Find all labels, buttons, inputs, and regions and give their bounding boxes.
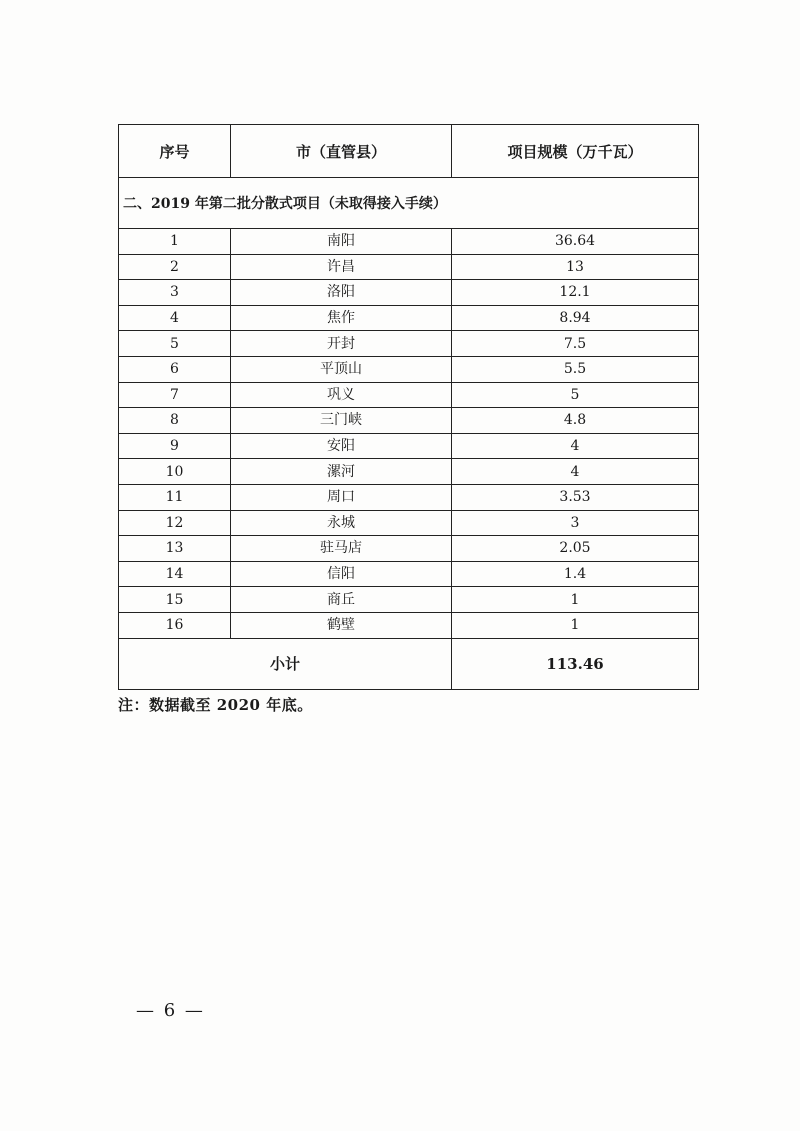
table-row	[119, 510, 699, 536]
table-row	[119, 459, 699, 485]
cell-scale: 2.05	[452, 536, 699, 562]
table-row	[119, 331, 699, 357]
cell-serial: 13	[119, 536, 231, 562]
cell-scale: 3.53	[452, 484, 699, 510]
project-table	[118, 124, 699, 690]
cell-scale: 12.1	[452, 280, 699, 306]
cell-scale: 8.94	[452, 305, 699, 331]
cell-scale: 3	[452, 510, 699, 536]
cell-serial: 10	[119, 459, 231, 485]
cell-scale: 4	[452, 459, 699, 485]
header-serial: 序号	[119, 125, 231, 178]
total-label: 小计	[119, 638, 452, 689]
cell-city: 南阳	[231, 229, 452, 255]
table-row	[119, 229, 699, 255]
cell-city: 巩义	[231, 382, 452, 408]
table-row	[119, 484, 699, 510]
cell-serial: 3	[119, 280, 231, 306]
table-row	[119, 561, 699, 587]
cell-city: 三门峡	[231, 408, 452, 434]
cell-city: 安阳	[231, 433, 452, 459]
cell-city: 漯河	[231, 459, 452, 485]
cell-city: 鹤壁	[231, 612, 452, 638]
cell-scale: 7.5	[452, 331, 699, 357]
section-row	[119, 178, 699, 229]
cell-city: 许昌	[231, 254, 452, 280]
cell-scale: 4	[452, 433, 699, 459]
table-row	[119, 408, 699, 434]
cell-serial: 12	[119, 510, 231, 536]
cell-city: 商丘	[231, 587, 452, 613]
cell-serial: 4	[119, 305, 231, 331]
table-header-row	[119, 125, 699, 178]
total-value: 113.46	[452, 638, 699, 689]
page-number: — 6 —	[136, 1000, 205, 1021]
cell-scale: 1.4	[452, 561, 699, 587]
cell-city: 驻马店	[231, 536, 452, 562]
table-row	[119, 612, 699, 638]
cell-serial: 5	[119, 331, 231, 357]
cell-serial: 2	[119, 254, 231, 280]
table-row	[119, 382, 699, 408]
cell-serial: 16	[119, 612, 231, 638]
table-row	[119, 536, 699, 562]
table-row	[119, 433, 699, 459]
cell-city: 平顶山	[231, 356, 452, 382]
table-row	[119, 356, 699, 382]
total-row	[119, 638, 699, 689]
table-row	[119, 254, 699, 280]
header-city: 市（直管县）	[231, 125, 452, 178]
cell-scale: 5.5	[452, 356, 699, 382]
cell-scale: 13	[452, 254, 699, 280]
cell-scale: 5	[452, 382, 699, 408]
cell-serial: 9	[119, 433, 231, 459]
cell-city: 信阳	[231, 561, 452, 587]
footnote: 注：数据截至 2020 年底。	[118, 696, 313, 714]
cell-city: 永城	[231, 510, 452, 536]
cell-scale: 1	[452, 612, 699, 638]
cell-city: 开封	[231, 331, 452, 357]
cell-serial: 8	[119, 408, 231, 434]
cell-scale: 36.64	[452, 229, 699, 255]
cell-serial: 14	[119, 561, 231, 587]
table-row	[119, 280, 699, 306]
cell-city: 洛阳	[231, 280, 452, 306]
cell-scale: 1	[452, 587, 699, 613]
cell-serial: 1	[119, 229, 231, 255]
table-row	[119, 587, 699, 613]
cell-serial: 15	[119, 587, 231, 613]
cell-serial: 11	[119, 484, 231, 510]
header-scale: 项目规模（万千瓦）	[452, 125, 699, 178]
table-row	[119, 305, 699, 331]
cell-city: 焦作	[231, 305, 452, 331]
cell-serial: 7	[119, 382, 231, 408]
cell-scale: 4.8	[452, 408, 699, 434]
section-title: 二、2019 年第二批分散式项目（未取得接入手续）	[119, 178, 699, 229]
cell-serial: 6	[119, 356, 231, 382]
cell-city: 周口	[231, 484, 452, 510]
